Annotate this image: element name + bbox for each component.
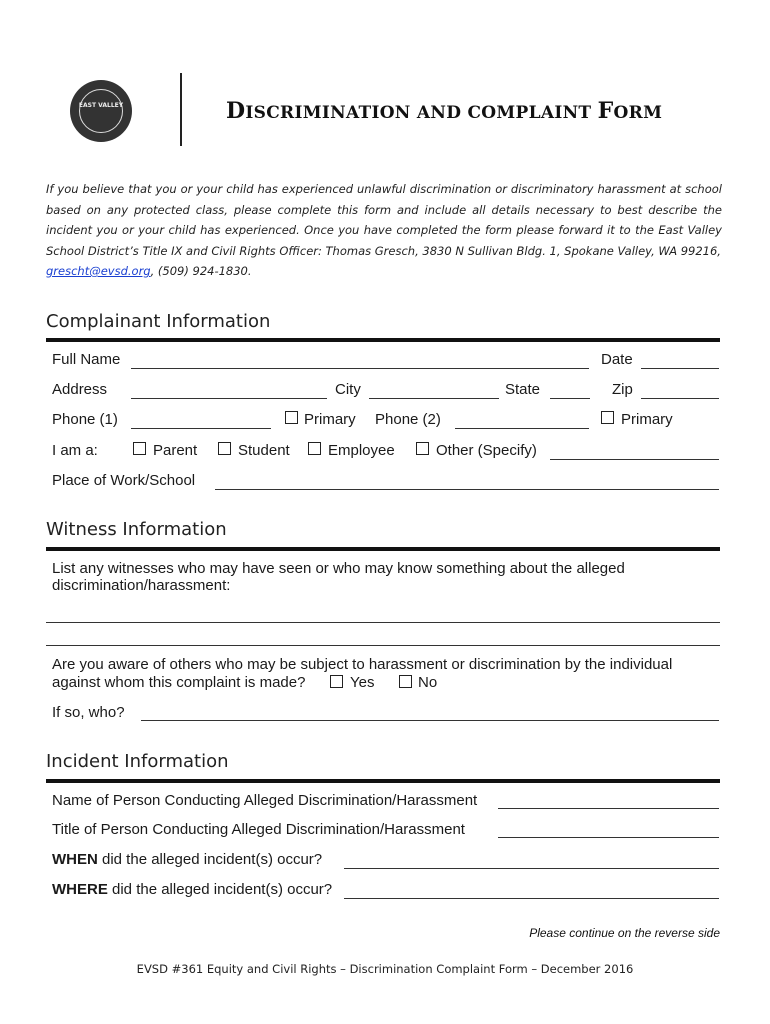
intro-text: If you believe that you or your child has experienced unlawful discrimination or discriminatory harassment at school based on any protected class, please complete this form and include all details necessary to best describe the incident you or your child has experienced. Once you have completed the form please forward it to the East Valley School District’s Title IX and Civil Rights Officer: Thomas Gresch, 3830 N Sullivan Bldg. 1, Spokane Valley, WA 99216, [46,182,722,258]
zip-label: Zip [612,381,633,398]
if-so-label: If so, who? [52,704,125,721]
when-rest: did the alleged incident(s) occur? [97,851,323,868]
title-cap-2: F [597,98,614,124]
phone2-primary-checkbox[interactable] [601,411,614,424]
aware-no-checkbox[interactable] [399,675,412,688]
seal-ring [79,89,123,133]
if-so-field[interactable] [141,720,719,721]
witness-line-1[interactable] [46,622,720,623]
parent-label: Parent [153,442,198,459]
i-am-a-label: I am a: [52,442,98,459]
aware-no-label: No [418,674,438,691]
phone1-field[interactable] [131,428,271,429]
aware-question-line2: against whom this complaint is made? [52,674,306,691]
incident-heading: Incident Information [46,751,229,772]
where-label [52,881,332,898]
person-title-label: Title of Person Conducting Alleged Discrimination/Harassment [52,821,465,838]
full-name-label: Full Name [52,351,121,368]
phone1-label: Phone (1) [52,411,118,428]
district-seal-logo [70,80,132,142]
officer-phone: , (509) 924-1830. [150,264,252,278]
title-rest-2: ORM [613,103,663,123]
page-title [226,98,662,124]
aware-yes-checkbox[interactable] [330,675,343,688]
continue-note: Please continue on the reverse side [529,926,720,940]
zip-field[interactable] [641,398,719,399]
aware-question-line1: Are you aware of others who may be subject to harassment or discrimination by the individual [52,656,673,673]
phone1-primary-checkbox[interactable] [285,411,298,424]
when-label [52,851,322,868]
date-label: Date [601,351,633,368]
state-field[interactable] [550,398,590,399]
page-footer: EVSD #361 Equity and Civil Rights – Discrimination Complaint Form – December 2016 [136,962,634,976]
witness-line-2[interactable] [46,645,720,646]
title-rest-1: ISCRIMINATION AND COMPLAINT [245,103,598,123]
employee-label: Employee [328,442,395,459]
complainant-heading: Complainant Information [46,311,271,332]
witness-list-prompt: List any witnesses who may have seen or who may know something about the alleged discrimination/harassment: [52,560,625,594]
when-field[interactable] [344,868,719,869]
phone1-primary-label: Primary [304,411,356,428]
intro-paragraph [46,179,722,282]
aware-yes-label: Yes [350,674,375,691]
person-name-label: Name of Person Conducting Alleged Discrimination/Harassment [52,792,478,809]
person-title-field[interactable] [498,837,719,838]
where-field[interactable] [344,898,719,899]
state-label: State [505,381,541,398]
title-cap-1: D [226,98,246,124]
where-rest: did the alleged incident(s) occur? [107,881,333,898]
person-name-field[interactable] [498,808,719,809]
parent-checkbox[interactable] [133,442,146,455]
section-rule [46,338,720,342]
phone2-label: Phone (2) [375,411,441,428]
phone2-field[interactable] [455,428,589,429]
address-label: Address [52,381,108,398]
section-rule [46,547,720,551]
student-checkbox[interactable] [218,442,231,455]
employee-checkbox[interactable] [308,442,321,455]
place-field[interactable] [215,489,719,490]
when-bold: WHEN [52,851,98,868]
other-label: Other (Specify) [436,442,537,459]
other-checkbox[interactable] [416,442,429,455]
date-field[interactable] [641,368,719,369]
full-name-field[interactable] [131,368,589,369]
address-field[interactable] [131,398,327,399]
phone2-primary-label: Primary [621,411,673,428]
student-label: Student [238,442,290,459]
city-label: City [335,381,361,398]
officer-email-link[interactable]: grescht@evsd.org [46,264,151,278]
other-specify-field[interactable] [550,459,719,460]
witness-heading: Witness Information [46,519,227,540]
place-label: Place of Work/School [52,472,196,489]
city-field[interactable] [369,398,499,399]
section-rule [46,779,720,783]
header-divider [180,73,182,146]
seal-text: EAST VALLEY [78,102,124,109]
where-bold: WHERE [52,881,108,898]
